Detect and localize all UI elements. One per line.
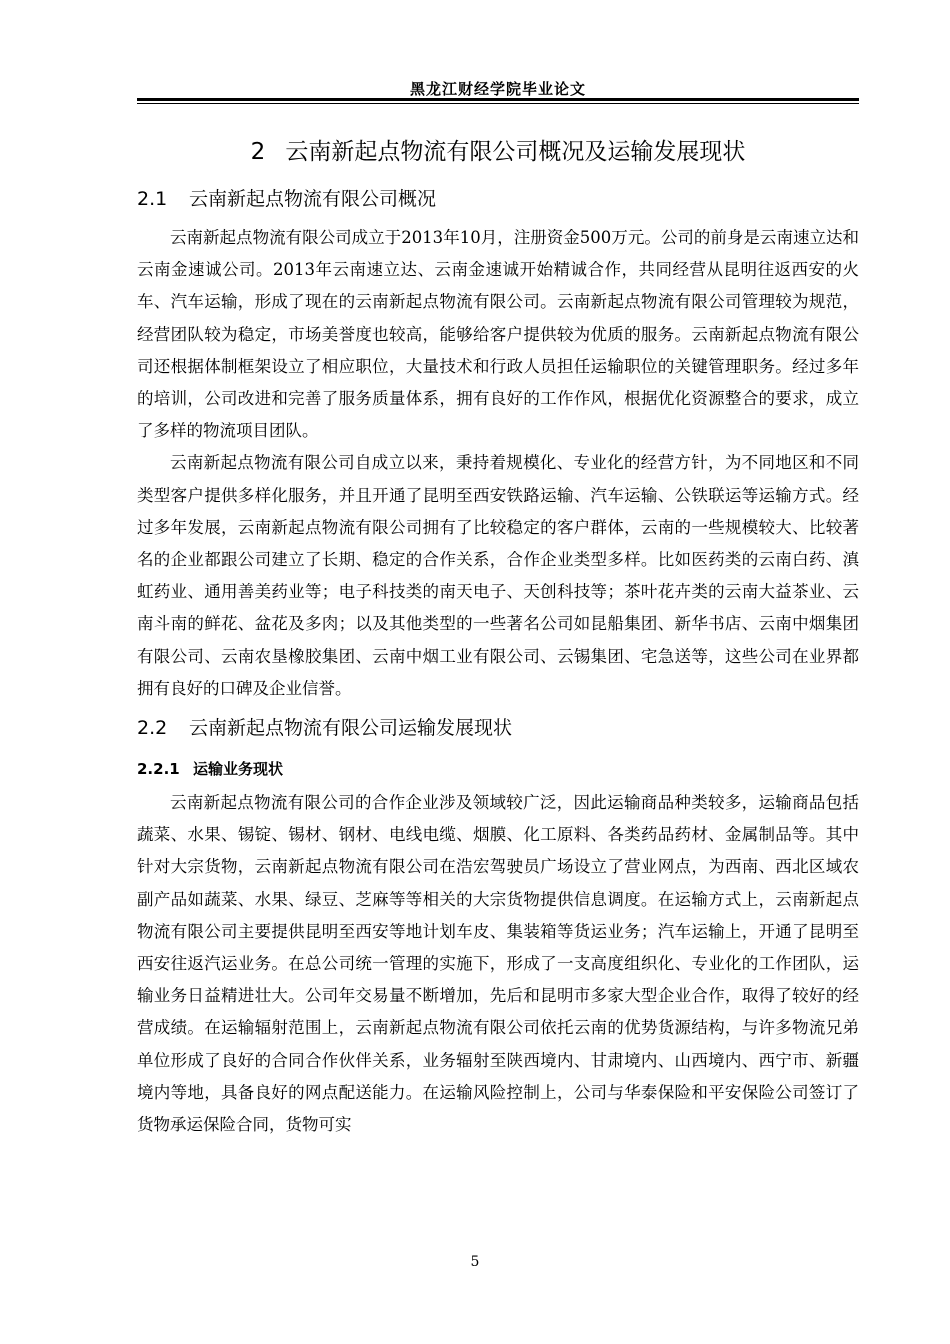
section-heading-2-1 <box>137 176 859 222</box>
page-body <box>137 128 859 1141</box>
page-number: 5 <box>470 1254 480 1270</box>
paragraph: 云南新起点物流有限公司成立于2013年10月，注册资金500万元。公司的前身是云南速立达和云南金速诚公司。2013年云南速立达、云南金速诚开始精诚合作，共同经营从昆明往返西安的火车、汽车运输，形成了现在的云南新起点物流有限公司。云南新起点物流有限公司管理较为规范，经营团队较为稳定，市场美誉度也较高，能够给客户提供较为优质的服务。云南新起点物流有限公司还根据体制框架设立了相应职位，大量技术和行政人员担任运输职位的关键管理职务。经过多年的培训，公司改进和完善了服务质量体系，拥有良好的工作作风，根据优化资源整合的要求，成立了多样的物流项目团队。 <box>137 228 859 441</box>
paragraph: 云南新起点物流有限公司的合作企业涉及领域较广泛，因此运输商品种类较多，运输商品包括蔬菜、水果、锡锭、锡材、钢材、电线电缆、烟膜、化工原料、各类药品药材、金属制品等。其中针对大宗货物，云南新起点物流有限公司在浩宏驾驶员广场设立了营业网点，为西南、西北区域农副产品如蔬菜、水果、绿豆、芝麻等等相关的大宗货物提供信息调度。在运输方式上，云南新起点物流有限公司主要提供昆明至西安等地计划车皮、集装箱等货运业务；汽车运输上，开通了昆明至西安往返汽运业务。在总公司统一管理的实施下，形成了一支高度组织化、专业化的工作团队，运输业务日益精进壮大。公司年交易量不断增加，先后和昆明市多家大型企业合作，取得了较好的经营成绩。在运输辐射范围上，云南新起点物流有限公司依托云南的优势货源结构，与许多物流兄弟单位形成了良好的合同合作伙伴关系，业务辐射至陕西境内、甘肃境内、山西境内、西宁市、新疆境内等地，具备良好的网点配送能力。在运输风险控制上，公司与华泰保险和平安保险公司签订了货物承运保险合同，货物可实 <box>137 793 859 1135</box>
section-heading-2-2 <box>137 705 859 751</box>
chapter-number: 2 <box>250 139 266 165</box>
header-rule-thin <box>137 103 859 104</box>
running-header: 黑龙江财经学院毕业论文 <box>409 80 586 98</box>
chapter-title: 云南新起点物流有限公司概况及运输发展现状 <box>285 139 746 165</box>
subsection-heading-2-2-1 <box>137 751 859 787</box>
subsection-title: 运输业务现状 <box>193 760 284 779</box>
paragraph: 云南新起点物流有限公司自成立以来，秉持着规模化、专业化的经营方针，为不同地区和不同类型客户提供多样化服务，并且开通了昆明至西安铁路运输、汽车运输、公铁联运等运输方式。经过多年发展，云南新起点物流有限公司拥有了比较稳定的客户群体，云南的一些规模较大、比较著名的企业都跟公司建立了长期、稳定的合作关系，合作企业类型多样。比如医药类的云南白药、滇虹药业、通用善美药业等；电子科技类的南天电子、天创科技等；茶叶花卉类的云南大益茶业、云南斗南的鲜花、盆花及多肉；以及其他类型的一些著名公司如昆船集团、新华书店、云南中烟集团有限公司、云南农垦橡胶集团、云南中烟工业有限公司、云锡集团、宅急送等，这些公司在业界都拥有良好的口碑及企业信誉。 <box>137 453 859 698</box>
chapter-heading <box>137 128 859 176</box>
section-number: 2.2 <box>137 717 168 740</box>
section-number: 2.1 <box>137 188 168 210</box>
section-title: 云南新起点物流有限公司运输发展现状 <box>189 717 513 740</box>
section-title: 云南新起点物流有限公司概况 <box>189 188 437 210</box>
header-rule-thick <box>137 98 859 101</box>
subsection-number: 2.2.1 <box>137 760 180 779</box>
